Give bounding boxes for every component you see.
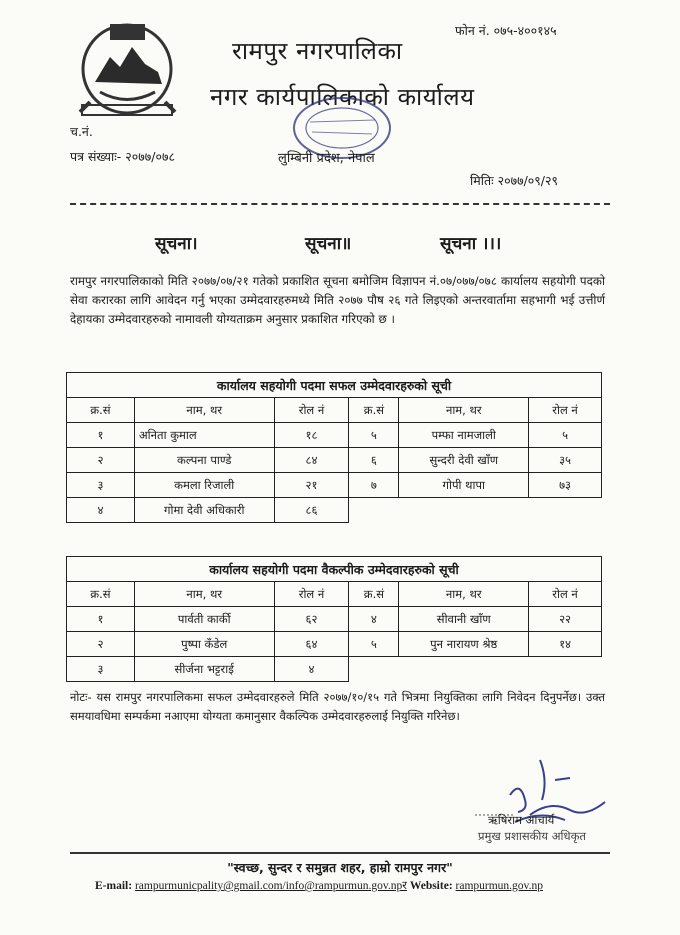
note-paragraph: नोटः- यस रामपुर नगरपालिकमा सफल उम्मेदवारहरुले मिति २०७७/१०/१५ गते भित्रमा नियुक्तिका लागि निवेदन दिनुपर्नेछ। उक्त समयावधिमा सम्पर्कमा नआएमा योग्यता कमानुसार वैकल्पिक उम्मेदवारहरुलाई नियुक्ति गरिनेछ। <box>70 690 605 723</box>
letter-number: पत्र संख्याः- २०७७/०७८ <box>70 149 175 164</box>
column-header: रोल नं <box>274 582 349 607</box>
column-header: रोल नं <box>529 398 602 423</box>
roll-cell: २१ <box>274 473 349 498</box>
slogan: "स्वच्छ, सुन्दर र समुन्नत शहर, हाम्रो रामपुर नगर" <box>227 860 453 875</box>
table-row <box>67 423 602 448</box>
roll-cell: ६४ <box>274 632 349 657</box>
column-header: रोल नं <box>274 398 349 423</box>
empty-cell <box>349 498 602 523</box>
roll-cell: ६२ <box>274 607 349 632</box>
roll-cell: ४ <box>274 657 349 682</box>
notice-word-3: सूचना ।।। <box>440 234 502 254</box>
table-row <box>67 448 602 473</box>
successful-candidates-table <box>66 372 602 523</box>
serial-cell: २ <box>67 632 135 657</box>
name-cell: सीर्जना भट्टराई <box>134 657 274 682</box>
website-label: Website: <box>409 880 453 892</box>
table-row <box>67 657 602 682</box>
signatory-name: ऋषिराम आचार्य <box>488 813 555 827</box>
alternate-candidates-table <box>66 556 602 682</box>
table-row <box>67 607 602 632</box>
roll-cell: ५ <box>529 423 602 448</box>
serial-cell: ५ <box>349 423 399 448</box>
name-cell: गोपी थापा <box>399 473 529 498</box>
column-header: क्र.सं <box>349 398 399 423</box>
address: लुम्बिनी प्रदेश, नेपाल <box>278 151 375 166</box>
name-cell: पम्फा नामजाली <box>399 423 529 448</box>
name-cell: सीवानी खाँण <box>399 607 529 632</box>
roll-cell: ८४ <box>274 448 349 473</box>
serial-cell: ५ <box>349 632 399 657</box>
name-cell: पार्वती कार्की <box>134 607 274 632</box>
name-cell: कमला रिजाली <box>134 473 274 498</box>
name-cell: सुन्दरी देवी खाँण <box>399 448 529 473</box>
nepal-government-emblem <box>70 12 185 122</box>
letter-date: मितिः २०७७/०९/२९ <box>470 173 558 188</box>
column-header: नाम, थर <box>399 398 529 423</box>
roll-cell: २२ <box>529 607 602 632</box>
empty-cell <box>349 657 602 682</box>
roll-cell: ७३ <box>529 473 602 498</box>
notice-paragraph: रामपुर नगरपालिकाको मिति २०७७/०७/२१ गतेको प्रकाशित सूचना बमोजिम विज्ञापन नं.०७/०७७/०७८ कार्यालय सहयोगी पदको सेवा करारका लागि आवेदन गर्नु भएका उम्मेदवारहरुमध्ये मिति २०७७ पौष २६ गते लिइएको अन्तरवार्तामा सहभागी भई उत्तीर्ण देहायका उम्मेदवारहरुको नामावली योग्यताक्रम अनुसार प्रकाशित गरिएको छ । <box>70 274 605 326</box>
contact-line <box>95 878 543 893</box>
table-row <box>67 632 602 657</box>
serial-cell: ३ <box>67 473 135 498</box>
notice-word-1: सूचना। <box>155 234 198 254</box>
column-header: क्र.सं <box>67 582 135 607</box>
roll-cell: १४ <box>529 632 602 657</box>
table-row <box>67 473 602 498</box>
table-caption: कार्यालय सहयोगी पदमा वैकल्पीक उम्मेदवारहरुको सूची <box>67 557 602 582</box>
column-header: क्र.सं <box>67 398 135 423</box>
signatory-designation: प्रमुख प्रशासकीय अधिकृत <box>478 829 586 843</box>
column-header: नाम, थर <box>399 582 529 607</box>
column-header: नाम, थर <box>134 582 274 607</box>
header-divider <box>70 203 610 205</box>
serial-cell: १ <box>67 423 135 448</box>
column-header: क्र.सं <box>349 582 399 607</box>
roll-cell: ३५ <box>529 448 602 473</box>
name-cell: गोमा देवी अधिकारी <box>134 498 274 523</box>
email-label: E-mail: <box>95 880 133 892</box>
notice-word-2: सूचना॥ <box>305 234 352 254</box>
roll-cell: ८६ <box>274 498 349 523</box>
name-cell: पुष्पा कँडेल <box>134 632 274 657</box>
serial-cell: ६ <box>349 448 399 473</box>
office-title: नगर कार्यपालिकाको कार्यालय <box>210 83 475 111</box>
serial-cell: २ <box>67 448 135 473</box>
column-header: नाम, थर <box>134 398 274 423</box>
table-caption: कार्यालय सहयोगी पदमा सफल उम्मेदवारहरुको सूची <box>67 373 602 398</box>
municipality-title: रामपुर नगरपालिका <box>232 37 403 65</box>
name-cell: पुन नारायण श्रेष्ठ <box>399 632 529 657</box>
serial-cell: ३ <box>67 657 135 682</box>
table-row <box>67 498 602 523</box>
chalani-number: च.नं. <box>70 124 93 139</box>
serial-cell: ४ <box>349 607 399 632</box>
column-header: रोल नं <box>529 582 602 607</box>
phone-number: फोन नं. ०७५-४००१४५ <box>455 23 557 38</box>
serial-cell: ७ <box>349 473 399 498</box>
name-cell: कल्पना पाण्डे <box>134 448 274 473</box>
website-link[interactable]: rampurmun.gov.np <box>455 880 543 892</box>
footer-divider <box>70 852 610 854</box>
serial-cell: १ <box>67 607 135 632</box>
email-link[interactable]: rampurmunicpality@gmail.com/info@rampurmun.gov.npर <box>134 880 407 892</box>
name-cell: अनिता कुमाल <box>134 423 274 448</box>
serial-cell: ४ <box>67 498 135 523</box>
roll-cell: १८ <box>274 423 349 448</box>
